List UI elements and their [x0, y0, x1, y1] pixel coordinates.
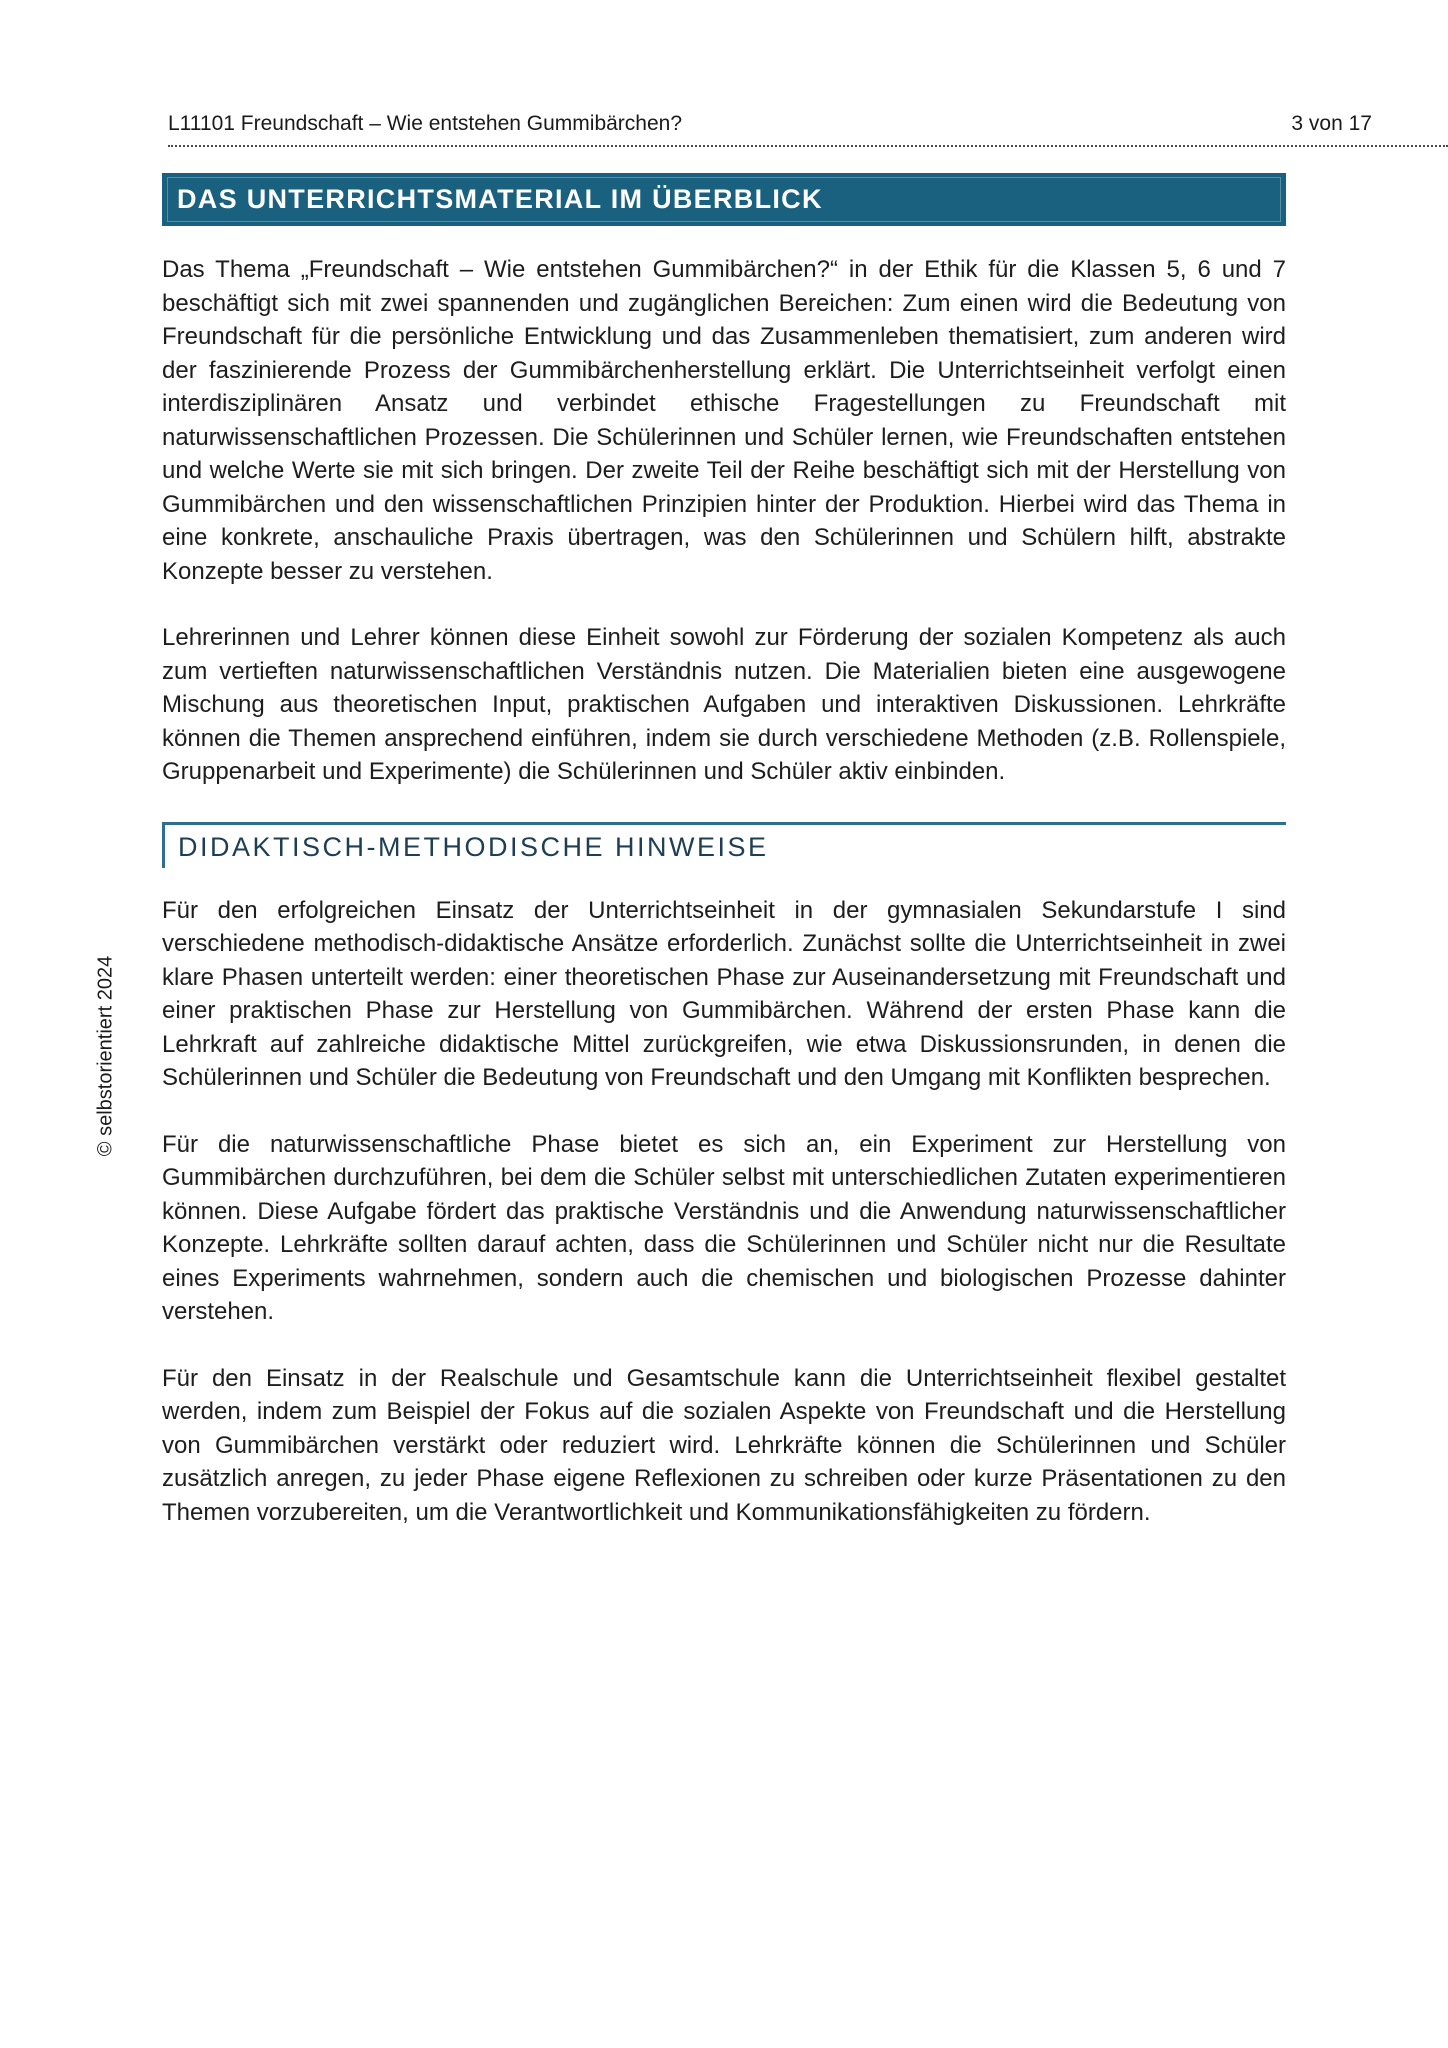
overview-paragraph-1: Das Thema „Freundschaft – Wie entstehen Gummibärchen?“ in der Ethik für die Klassen 5, 6 und 7 beschäftigt sich mit zwei spannenden und zugänglichen Bereichen: Zum einen wird die Bedeutung von Freundschaft für die persönliche Entwicklung und das Zusammenleben thematisiert, zum anderen wird der faszinierende Prozess der Gummibärchenherstellung erklärt. Die Unterrichtseinheit verfolgt einen interdisziplinären Ansatz und verbindet ethische Fragestellungen zu Freundschaft mit naturwissenschaftlichen Prozessen. Die Schülerinnen und Schüler lernen, wie Freundschaften entstehen und welche Werte sie mit sich bringen. Der zweite Teil der Reihe beschäftigt sich mit der Herstellung von Gummibärchen und den wissenschaftlichen Prinzipien hinter der Produktion. Hierbei wird das Thema in eine konkrete, anschauliche Praxis übertragen, was den Schülerinnen und Schülern hilft, abstrakte Konzepte besser zu verstehen.: [162, 256, 1286, 585]
didactic-section-title: DIDAKTISCH-METHODISCHE HINWEISE: [162, 825, 1286, 868]
header-page-number: 3 von 17: [1291, 112, 1372, 135]
header-doc-title: L11101 Freundschaft – Wie entstehen Gummibärchen?: [168, 112, 683, 135]
didactic-paragraph-1: Für den erfolgreichen Einsatz der Unterrichtseinheit in der gymnasialen Sekundarstufe I sind verschiedene methodisch-didaktische Ansätze erforderlich. Zunächst sollte die Unterrichtseinheit in zwei klare Phasen unterteilt werden: einer theoretischen Phase zur Auseinandersetzung mit Freundschaft und einer praktischen Phase zur Herstellung von Gummibärchen. Während der ersten Phase kann die Lehrkraft auf zahlreiche didaktische Mittel zurückgreifen, wie etwa Diskussionsrunden, in denen die Schülerinnen und Schüler die Bedeutung von Freundschaft und den Umgang mit Konflikten besprechen.: [162, 896, 1286, 1091]
copyright-vertical-text: © selbstorientiert 2024: [94, 955, 117, 1157]
content-column: [162, 173, 1286, 1562]
overview-paragraph-2: Lehrerinnen und Lehrer können diese Einheit sowohl zur Förderung der sozialen Kompetenz als auch zum vertieften naturwissenschaftlichen Verständnis nutzen. Die Materialien bieten eine ausgewogene Mischung aus theoretischen Input, praktischen Aufgaben und interaktiven Diskussionen. Lehrkräfte können die Themen ansprechend einführen, indem sie durch verschiedene Methoden (z.B. Rollenspiele, Gruppenarbeit und Experimente) die Schülerinnen und Schüler aktiv einbinden.: [162, 624, 1286, 785]
didactic-paragraph-3: Für den Einsatz in der Realschule und Gesamtschule kann die Unterrichtseinheit flexibel gestaltet werden, indem zum Beispiel der Fokus auf die sozialen Aspekte von Freundschaft und die Herstellung von Gummibärchen verstärkt oder reduziert wird. Lehrkräfte können die Schülerinnen und Schüler zusätzlich anregen, zu jeder Phase eigene Reflexionen zu schreiben oder kurze Präsentationen zu den Themen vorzubereiten, um die Verantwortlichkeit und Kommunikationsfähigkeiten zu fördern.: [162, 1364, 1286, 1526]
page-header: [168, 112, 1448, 147]
didactic-section-heading-block: [162, 822, 1286, 868]
overview-section-banner: [162, 173, 1286, 226]
overview-section-title: DAS UNTERRICHTSMATERIAL IM ÜBERBLICK: [177, 184, 823, 214]
didactic-paragraph-2: Für die naturwissenschaftliche Phase bietet es sich an, ein Experiment zur Herstellung von Gummibärchen durchzuführen, bei dem die Schüler selbst mit unterschiedlichen Zutaten experimentieren können. Diese Aufgabe fördert das praktische Verständnis und die Anwendung naturwissenschaftlicher Konzepte. Lehrkräfte sollten darauf achten, dass die Schülerinnen und Schüler nicht nur die Resultate eines Experiments wahrnehmen, sondern auch die chemischen und biologischen Prozesse dahinter verstehen.: [162, 1130, 1286, 1325]
